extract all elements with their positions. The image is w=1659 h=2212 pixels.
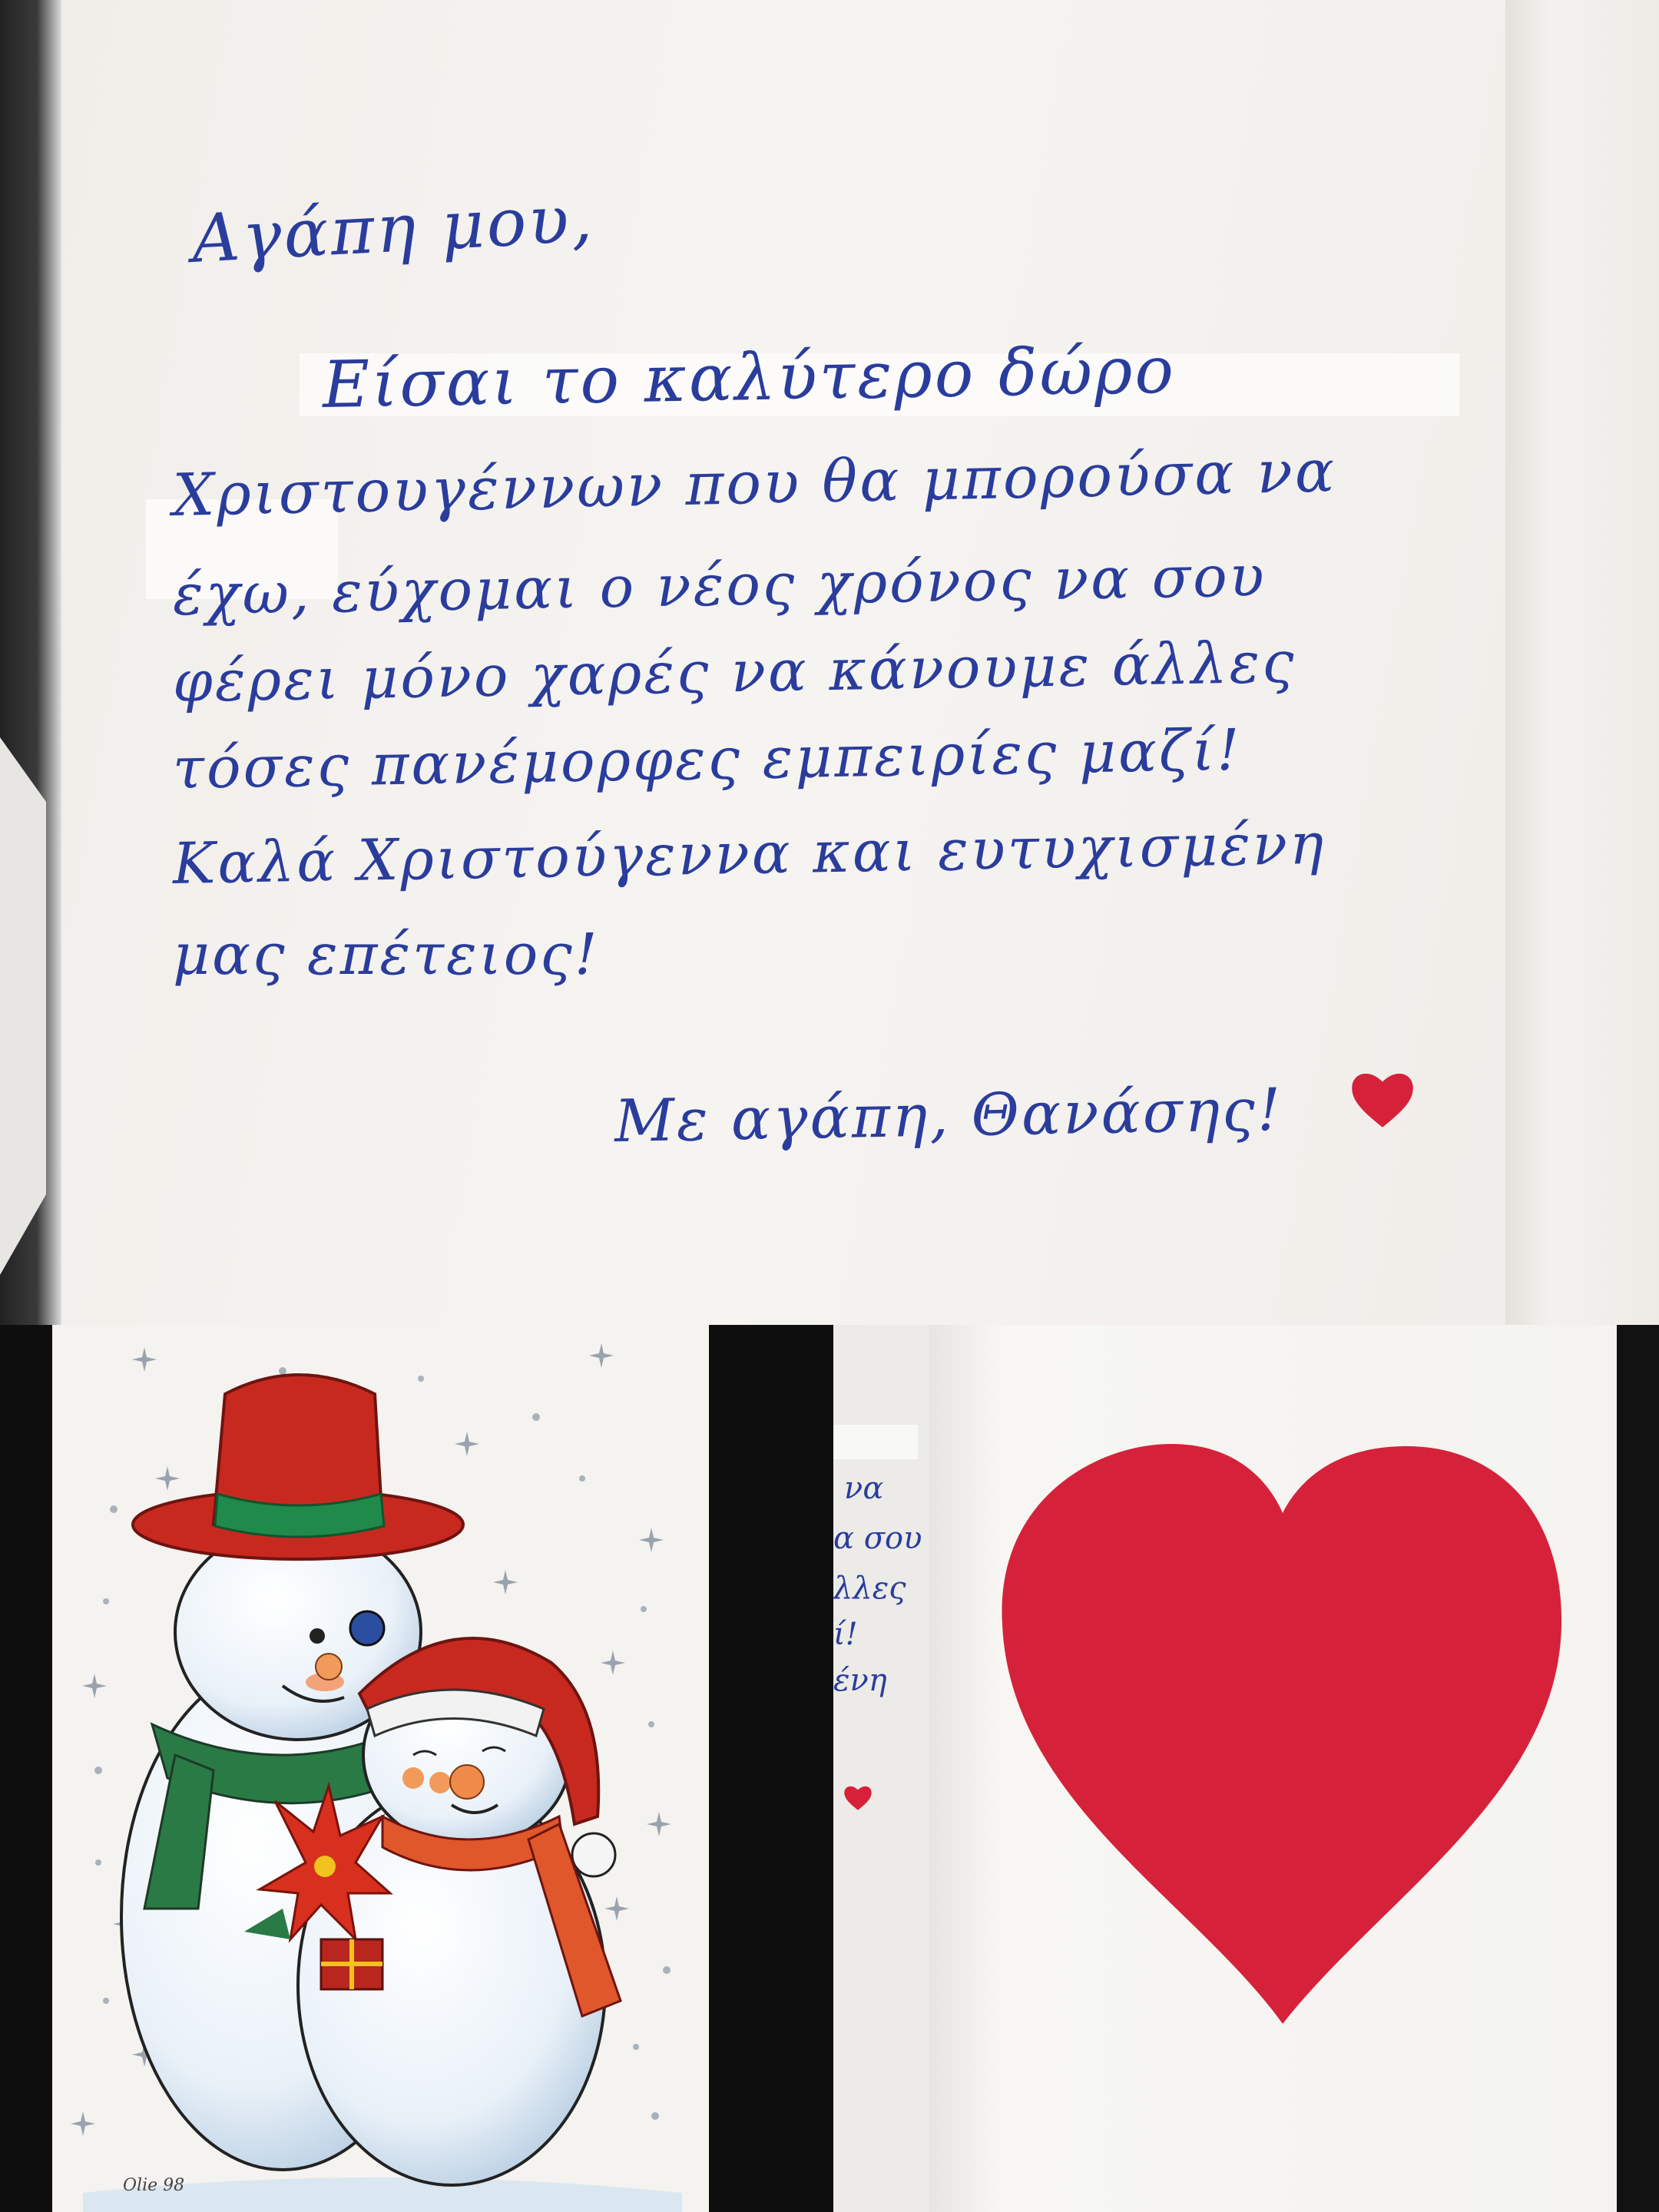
letter-snippet: να (844, 1471, 884, 1506)
signature-line: Με αγάπη, Θανάσης! (614, 1075, 1283, 1155)
letter-line: μας επέτειος! (173, 922, 600, 988)
letter-line: φέρει μόνο χαρές να κάνουμε άλλες (172, 629, 1297, 715)
heart-icon (1348, 1064, 1417, 1133)
letter-line: Είσαι το καλύτερο δώρο (322, 332, 1177, 422)
greeting-line: Αγάπη μου, (190, 180, 597, 278)
letter-snippet: α σου (833, 1521, 922, 1556)
card-cover-photo (0, 1325, 833, 2212)
snowmen-illustration (52, 1325, 709, 2212)
inner-left-page (833, 1325, 929, 2212)
card-front-cover (52, 1325, 709, 2212)
letter-line: τόσες πανέμορφες εμπειρίες μαζί! (172, 717, 1243, 802)
heart-icon (995, 1440, 1571, 2032)
card-inner-heart-photo (833, 1325, 1659, 2212)
letter-line: έχω, εύχομαι ο νέος χρόνος να σου (172, 543, 1267, 628)
paper-scrap (0, 737, 46, 1275)
letter-line: Χριστουγέννων που θα μπορούσα να (172, 436, 1337, 529)
tape-strip (833, 1425, 918, 1459)
heart-icon (843, 1782, 873, 1813)
letter-snippet: ί! (833, 1617, 858, 1652)
artist-signature: Olie 98 (123, 2176, 185, 2195)
letter-line: Καλά Χριστούγεννα και ευτυχισμένη (172, 810, 1326, 897)
card-fold (1505, 0, 1659, 1325)
letter-snippet: λλες (833, 1571, 906, 1606)
letter-snippet: ένη (833, 1663, 887, 1698)
